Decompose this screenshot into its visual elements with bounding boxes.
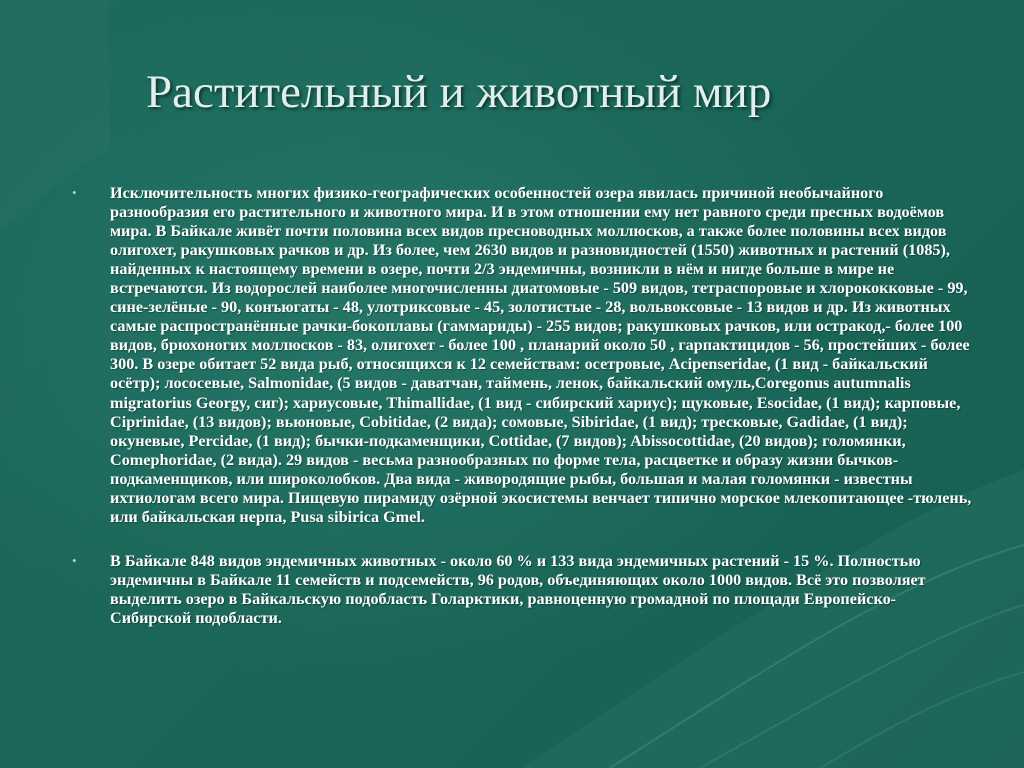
bullet-item <box>72 552 972 628</box>
slide-title: Растительный и животный мир <box>146 66 772 118</box>
bullet-text-flora-fauna: Исключительность многих физико-географических особенностей озера явилась причиной необычайного разнообразия его растительного и животного мира. И в этом отношении ему нет равного среди пресных водоёмов мира. В Байкале живёт почти половина всех видов пресноводных моллюсков, а также более половины всех видов олигохет, ракушковых рачков и др. Из более, чем 2630 видов и разновидностей (1550) животных и растений (1085), найденных к настоящему времени в озере, почти 2/3 эндемичны, возникли в нём и нигде больше в мире не встречаются. Из водорослей наиболее многочисленны диатомовые - 509 видов, тетраспоровые и хлорококковые - 99, сине-зелёные - 90, конъюгаты - 48, улотриксовые - 45, золотистые - 28, вольвоксовые - 13 видов и др. Из животных самые распространённые рачки-бокоплавы (гаммариды) - 255 видов; ракушковых рачков, или остракод,- более 100 видов, брюхоногих моллюсков - 83, олигохет - более 100 , планарий около 50 , гарпактицидов - 56, простейших - более 300. В озере обитает 52 вида рыб, относящихся к 12 семействам: осетровые, Acipenseridae, (1 вид - байкальский осётр); лососевые, Salmonidae, (5 видов - даватчан, таймень, ленок, байкальский омуль,Coregonus autumnalis migratorius Georgy, сиг); хариусовые, Thimallidae, (1 вид - сибирский хариус); щуковые, Esocidae, (1 вид); карповые, Ciprinidae, (13 видов); вьюновые, Cobitidae, (2 вида); сомовые, Sibiridae, (1 вид); тресковые, Gadidae, (1 вид); окуневые, Percidae, (1 вид); бычки-подкаменщики, Cottidae, (7 видов); Abissocottidae, (20 видов); голомянки, Comephoridae, (2 вида). 29 видов - весьма разнообразных по форме тела, расцветке и образу жизни бычков-подкаменщиков, или широколобков. Два вида - живородящие рыбы, большая и малая голомянки - известны ихтиологам всего мира. Пищевую пирамиду озёрной экосистемы венчает типично морское млекопитающее -тюлень, или байкальская нерпа, Pusa sibirica Gmel. <box>110 184 972 526</box>
bullet-dot-icon: • <box>72 185 77 200</box>
slide-content <box>72 184 972 653</box>
bullet-item <box>72 184 972 527</box>
bullet-text-endemics: В Байкале 848 видов эндемичных животных - около 60 % и 133 вида эндемичных растений - 15 %. Полностью эндемичны в Байкале 11 семейств и подсемейств, 96 родов, объединяющих около 1000 видов. Всё это позволяет выделить озеро в Байкальскую подобласть Голарктики, равноценную громадной по площади Европейско-Сибирской подобласти. <box>110 551 926 627</box>
bullet-dot-icon: • <box>72 552 77 568</box>
